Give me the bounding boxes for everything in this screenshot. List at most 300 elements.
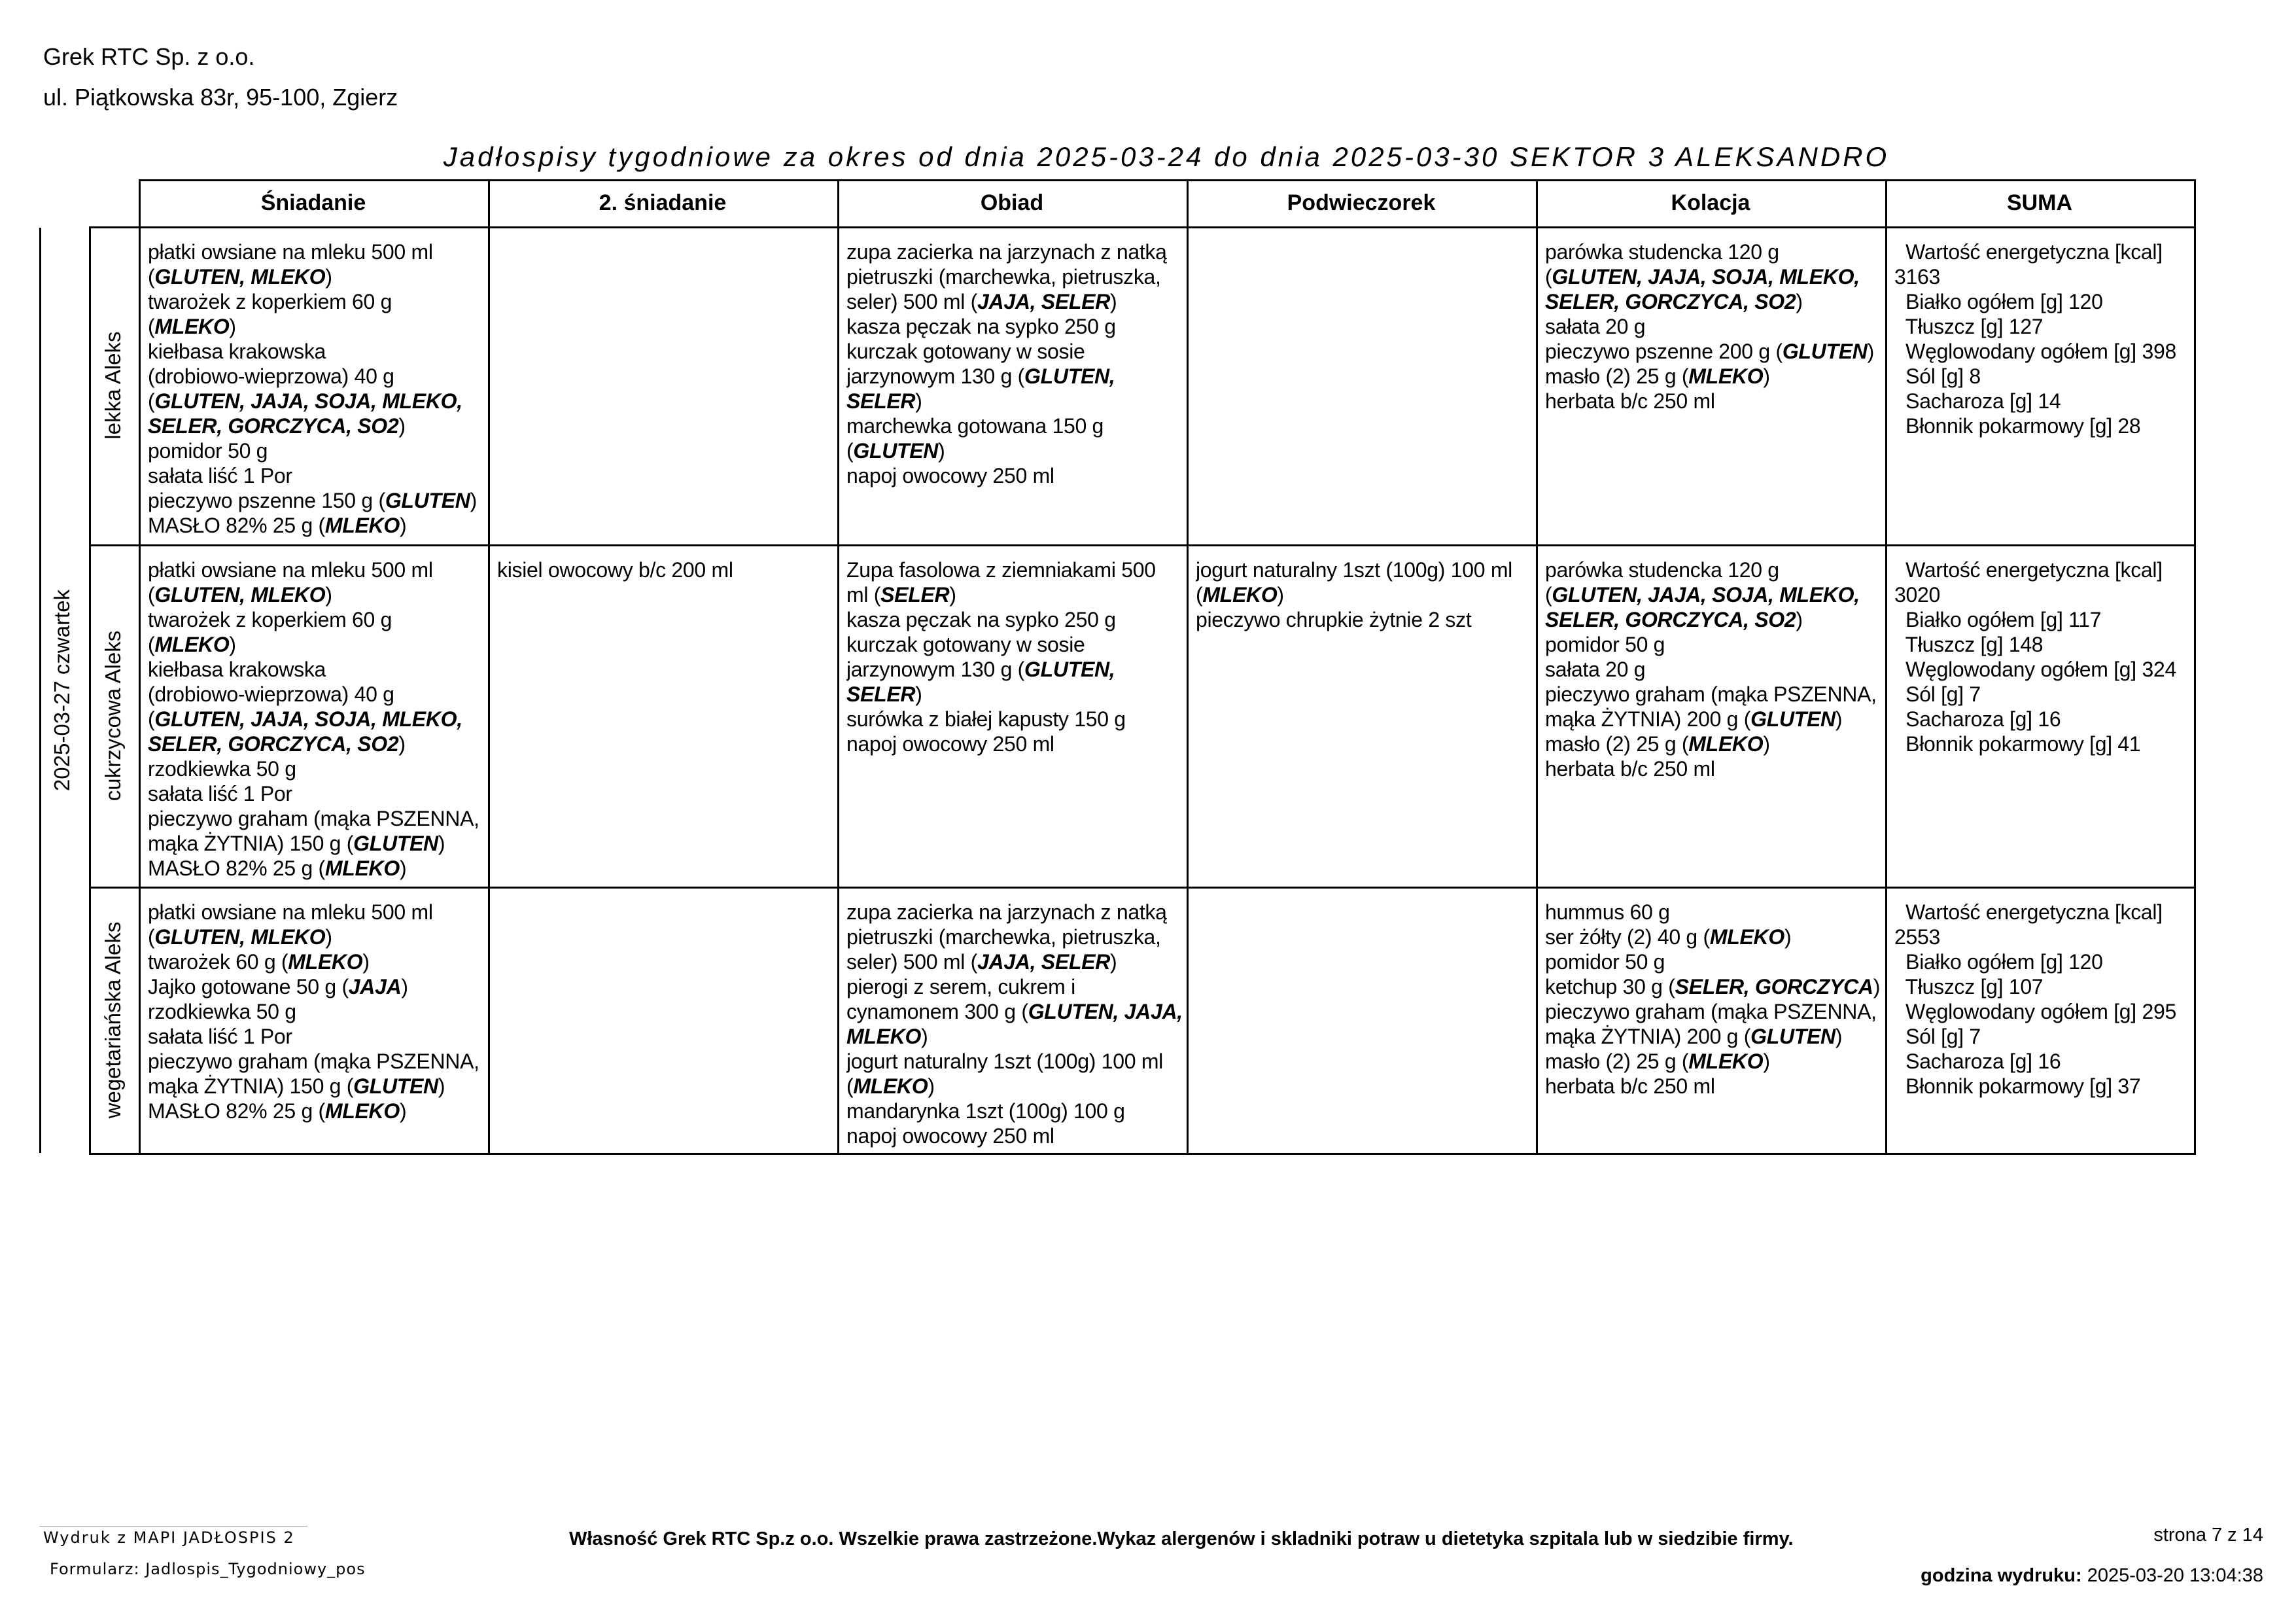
item-text: ) (938, 439, 945, 463)
allergen-text: GLUTEN (385, 489, 470, 512)
meal-item-line (846, 707, 1183, 732)
meal-item-line (148, 513, 484, 538)
meal-item-line (1545, 707, 1881, 732)
meal-item-line (846, 999, 1183, 1024)
item-text: Jajko gotowane 50 g ( (148, 975, 349, 998)
item-text: parówka studencka 120 g (1545, 240, 1779, 264)
allergen-text: GLUTEN (353, 832, 438, 855)
meal-item-line (846, 632, 1183, 657)
item-text: masło (2) 25 g ( (1545, 732, 1689, 756)
meal-item-line (1196, 582, 1532, 607)
item-text: pieczywo chrupkie żytnie 2 szt (1196, 608, 1472, 631)
column-header-snack: Podwieczorek (1287, 190, 1436, 215)
item-text: płatki owsiane na mleku 500 ml (148, 558, 433, 582)
column-header-summary: SUMA (2006, 190, 2073, 215)
allergen-text: JAJA, SELER (977, 290, 1110, 313)
item-text: sałata liść 1 Por (148, 782, 292, 805)
meal-item-line (846, 239, 1183, 264)
meal-item-line (1545, 582, 1881, 607)
item-text: Białko ogółem [g] 120 (1894, 950, 2103, 974)
meal-item-line (148, 414, 484, 438)
item-text: 3020 (1894, 583, 1940, 607)
column-rule (2194, 226, 2196, 1155)
meal-item-line (846, 557, 1183, 582)
item-text: kiełbasa krakowska (148, 658, 326, 681)
column-header-dinner: Kolacja (1671, 190, 1750, 215)
menu-cell-second-breakfast (497, 557, 833, 885)
item-text: zupa zacierka na jarzynach z natką (846, 900, 1167, 924)
item-text: ( (1196, 583, 1203, 607)
meal-item-line (148, 289, 484, 314)
item-text: pieczywo graham (mąka PSZENNA, (148, 1050, 479, 1073)
menu-cell-dinner (1545, 557, 1881, 885)
item-text: marchewka gotowana 150 g (846, 414, 1104, 438)
item-text: ) (438, 1074, 445, 1098)
item-text: ) (1763, 732, 1770, 756)
item-text: Wartość energetyczna [kcal] (1894, 900, 2163, 924)
item-text: ml ( (846, 583, 881, 607)
meal-item-line (148, 463, 484, 488)
menu-cell-breakfast (148, 239, 484, 543)
allergen-text: MLEKO (846, 1025, 922, 1048)
nutrition-line (1894, 1074, 2190, 1099)
nutrition-line (1894, 999, 2190, 1024)
item-text: Węglowodany ogółem [g] 324 (1894, 658, 2176, 681)
meal-item-line (846, 438, 1183, 463)
column-rule (488, 226, 490, 1155)
row-rule (89, 226, 2196, 228)
meal-item-line (148, 607, 484, 632)
allergen-text: GLUTEN, JAJA, SOJA, MLEKO, (154, 707, 462, 731)
meal-item-line (148, 438, 484, 463)
item-text: ) (438, 832, 445, 855)
column-header-lunch: Obiad (980, 190, 1044, 215)
nutrition-line (1894, 557, 2190, 582)
meal-item-line (1545, 289, 1881, 314)
meal-item-line (1545, 657, 1881, 682)
meal-item-line (846, 389, 1183, 414)
item-text: Węglowodany ogółem [g] 398 (1894, 340, 2176, 363)
allergen-text: SELER, GORCZYCA (1675, 975, 1873, 998)
allergen-text: MLEKO (853, 1074, 928, 1098)
item-text: ) (915, 389, 922, 413)
nutrition-line (1894, 414, 2190, 438)
date-column (39, 228, 85, 1153)
item-text: herbata b/c 250 ml (1545, 757, 1715, 781)
item-text: ) (401, 975, 408, 998)
item-text: pieczywo pszenne 200 g ( (1545, 340, 1783, 363)
item-text: sałata 20 g (1545, 315, 1646, 338)
meal-item-line (1545, 364, 1881, 389)
meal-item-line (1545, 1049, 1881, 1074)
meal-item-line (148, 488, 484, 513)
menu-cell-dinner (1545, 900, 1881, 1152)
item-text: Sól [g] 8 (1894, 364, 1981, 388)
item-text: jarzynowym 130 g ( (846, 658, 1025, 681)
meal-item-line (846, 414, 1183, 438)
allergen-text: GLUTEN (853, 439, 939, 463)
menu-cell-summary (1894, 239, 2190, 543)
nutrition-line (1894, 1024, 2190, 1049)
print-time (1921, 1565, 2263, 1587)
item-text: jogurt naturalny 1szt (100g) 100 ml (1196, 558, 1512, 582)
item-text: płatki owsiane na mleku 500 ml (148, 900, 433, 924)
allergen-text: MLEKO (288, 950, 363, 974)
nutrition-line (1894, 364, 2190, 389)
nutrition-line (1894, 925, 2190, 949)
meal-item-line (148, 1074, 484, 1099)
meal-item-line (846, 364, 1183, 389)
item-text: ) (1873, 975, 1881, 998)
nutrition-line (1894, 1049, 2190, 1074)
item-text: Sól [g] 7 (1894, 1025, 1981, 1048)
item-text: twarożek 60 g ( (148, 950, 288, 974)
item-text: kiełbasa krakowska (148, 340, 326, 363)
meal-item-line (1545, 557, 1881, 582)
item-text: ) (1763, 364, 1770, 388)
item-text: jogurt naturalny 1szt (100g) 100 ml (846, 1050, 1163, 1073)
allergen-text: SELER (846, 389, 916, 413)
meal-item-line (1545, 314, 1881, 339)
meal-item-line (148, 364, 484, 389)
item-text: ( (1545, 583, 1552, 607)
item-text: 2553 (1894, 925, 1940, 949)
item-text: (drobiowo-wieprzowa) 40 g (148, 682, 394, 706)
item-text: Sól [g] 7 (1894, 682, 1981, 706)
allergen-text: GLUTEN, JAJA, SOJA, MLEKO, (154, 389, 462, 413)
allergen-text: MLEKO (154, 633, 230, 656)
company-address: ul. Piątkowska 83r, 95-100, Zgierz (43, 84, 398, 111)
column-header-breakfast: Śniadanie (260, 190, 366, 215)
nutrition-line (1894, 582, 2190, 607)
menu-cell-second-breakfast (497, 239, 833, 543)
item-text: ) (949, 583, 956, 607)
item-text: ) (399, 1099, 407, 1123)
menu-cell-snack (1196, 239, 1532, 543)
item-text: ) (928, 1074, 935, 1098)
meal-item-line (1545, 632, 1881, 657)
copyright-notice: Własność Grek RTC Sp.z o.o. Wszelkie prawa zastrzeżone.Wykaz alergenów i skladniki potraw u dietetyka szpitala lub w siedzibie firmy. (569, 1528, 1794, 1549)
item-text: Węglowodany ogółem [g] 295 (1894, 1000, 2176, 1023)
item-text: sałata liść 1 Por (148, 464, 292, 487)
nutrition-line (1894, 607, 2190, 632)
item-text: pieczywo pszenne 150 g ( (148, 489, 385, 512)
allergen-text: MLEKO (1688, 1050, 1764, 1073)
item-text: kurczak gotowany w sosie (846, 340, 1085, 363)
item-text: Błonnik pokarmowy [g] 37 (1894, 1074, 2141, 1098)
diet-label-cell (89, 226, 137, 544)
allergen-text: GLUTEN, (1024, 364, 1115, 388)
meal-item-line (148, 999, 484, 1024)
meal-item-line (1545, 607, 1881, 632)
item-text: ) (325, 583, 332, 607)
allergen-text: GLUTEN (1750, 707, 1835, 731)
allergen-text: JAJA, SELER (977, 950, 1110, 974)
menu-cell-lunch (846, 239, 1183, 543)
item-text: ( (148, 583, 155, 607)
item-text: pomidor 50 g (148, 439, 268, 463)
meal-item-line (846, 264, 1183, 289)
meal-item-line (846, 339, 1183, 364)
item-text: rzodkiewka 50 g (148, 1000, 296, 1023)
menu-cell-lunch (846, 900, 1183, 1152)
item-text: zupa zacierka na jarzynach z natką (846, 240, 1167, 264)
meal-item-line (846, 607, 1183, 632)
menu-cell-lunch (846, 557, 1183, 885)
meal-item-line (846, 925, 1183, 949)
item-text: ) (1110, 950, 1117, 974)
column-rule (1187, 226, 1189, 1155)
item-text: Błonnik pokarmowy [g] 41 (1894, 732, 2141, 756)
item-text: ( (148, 633, 155, 656)
item-text: Wartość energetyczna [kcal] (1894, 240, 2163, 264)
meal-item-line (1545, 949, 1881, 974)
menu-cell-snack (1196, 557, 1532, 885)
item-text: ) (399, 514, 407, 537)
meal-item-line (148, 974, 484, 999)
meal-item-line (148, 707, 484, 732)
item-text: seler) 500 ml ( (846, 290, 978, 313)
item-text: kisiel owocowy b/c 200 ml (497, 558, 733, 582)
allergen-text: MLEKO (324, 1099, 400, 1123)
column-rule (1885, 226, 1887, 1155)
item-text: ) (1277, 583, 1284, 607)
meal-item-line (846, 974, 1183, 999)
meal-item-line (846, 314, 1183, 339)
item-text: Białko ogółem [g] 117 (1894, 608, 2102, 631)
item-text: jarzynowym 130 g ( (846, 364, 1025, 388)
page-number: strona 7 z 14 (2153, 1525, 2263, 1545)
item-text: masło (2) 25 g ( (1545, 1050, 1689, 1073)
nutrition-line (1894, 632, 2190, 657)
meal-item-line (846, 900, 1183, 925)
row-rule (89, 887, 2196, 889)
item-text: ( (148, 315, 155, 338)
allergen-text: JAJA (348, 975, 402, 998)
meal-item-line (148, 900, 484, 925)
meal-item-line (846, 1074, 1183, 1099)
meal-item-line (148, 582, 484, 607)
form-name: Formularz: Jadlospis_Tygodniowy_pos (50, 1560, 366, 1578)
item-text: ( (846, 1074, 854, 1098)
item-text: mandarynka 1szt (100g) 100 g (846, 1099, 1125, 1123)
allergen-text: SELER, GORCZYCA, SO2 (148, 414, 399, 438)
allergen-text: GLUTEN, MLEKO (154, 925, 326, 949)
item-text: pomidor 50 g (1545, 950, 1665, 974)
nutrition-line (1894, 949, 2190, 974)
item-text: pieczywo graham (mąka PSZENNA, (1545, 682, 1877, 706)
item-text: Sacharoza [g] 16 (1894, 707, 2061, 731)
item-text: pietruszki (marchewka, pietruszka, (846, 265, 1161, 289)
allergen-text: GLUTEN, JAJA, SOJA, MLEKO, (1552, 265, 1860, 289)
meal-item-line (846, 1099, 1183, 1123)
meal-item-line (497, 557, 833, 582)
item-text: ) (325, 265, 332, 289)
meal-item-line (148, 781, 484, 806)
menu-cell-breakfast (148, 557, 484, 885)
allergen-text: GLUTEN, JAJA, (1028, 1000, 1183, 1023)
meal-item-line (846, 657, 1183, 682)
item-text: ) (1110, 290, 1117, 313)
meal-item-line (846, 1024, 1183, 1049)
meal-item-line (148, 1049, 484, 1074)
item-text: Tłuszcz [g] 148 (1894, 633, 2044, 656)
meal-item-line (846, 463, 1183, 488)
item-text: ) (470, 489, 477, 512)
meal-item-line (148, 949, 484, 974)
item-text: sałata liść 1 Por (148, 1025, 292, 1048)
item-text: napoj owocowy 250 ml (846, 1124, 1054, 1148)
nutrition-line (1894, 707, 2190, 732)
item-text: twarożek z koperkiem 60 g (148, 290, 392, 313)
nutrition-line (1894, 289, 2190, 314)
menu-cell-breakfast (148, 900, 484, 1152)
row-rule (89, 544, 2196, 546)
item-text: pieczywo graham (mąka PSZENNA, (148, 807, 479, 830)
item-text: ( (148, 925, 155, 949)
nutrition-line (1894, 682, 2190, 707)
meal-item-line (148, 732, 484, 756)
item-text: napoj owocowy 250 ml (846, 732, 1054, 756)
menu-cell-summary (1894, 900, 2190, 1152)
item-text: Białko ogółem [g] 120 (1894, 290, 2103, 313)
item-text: seler) 500 ml ( (846, 950, 978, 974)
header-column-rule (2194, 179, 2196, 226)
date-label: 2025-03-27 czwartek (50, 589, 74, 792)
item-text: pomidor 50 g (1545, 633, 1665, 656)
diet-label-cell (89, 887, 137, 1153)
item-text: kasza pęczak na sypko 250 g (846, 315, 1116, 338)
item-text: MASŁO 82% 25 g ( (148, 856, 325, 880)
nutrition-line (1894, 657, 2190, 682)
item-text: ( (148, 707, 155, 731)
item-text: ) (362, 950, 370, 974)
meal-item-line (1545, 264, 1881, 289)
item-text: ) (1867, 340, 1874, 363)
allergen-text: SELER (846, 682, 916, 706)
meal-item-line (1196, 607, 1532, 632)
nutrition-line (1894, 314, 2190, 339)
company-name: Grek RTC Sp. z o.o. (43, 43, 255, 70)
item-text: MASŁO 82% 25 g ( (148, 1099, 325, 1123)
item-text: ketchup 30 g ( (1545, 975, 1675, 998)
meal-item-line (1545, 925, 1881, 949)
allergen-text: SELER, GORCZYCA, SO2 (1545, 290, 1796, 313)
allergen-text: SELER, GORCZYCA, SO2 (1545, 608, 1796, 631)
item-text: pierogi z serem, cukrem i (846, 975, 1075, 998)
column-rule (139, 226, 141, 1155)
item-text: cynamonem 300 g ( (846, 1000, 1028, 1023)
item-text: twarożek z koperkiem 60 g (148, 608, 392, 631)
print-time-value: 2025-03-20 13:04:38 (2087, 1565, 2263, 1586)
item-text: ) (1784, 925, 1792, 949)
item-text: Błonnik pokarmowy [g] 28 (1894, 414, 2141, 438)
item-text: ) (1835, 1025, 1843, 1048)
item-text: ) (398, 414, 406, 438)
meal-item-line (846, 289, 1183, 314)
meal-item-line (148, 632, 484, 657)
diet-label-cell (89, 544, 137, 887)
item-text: Tłuszcz [g] 127 (1894, 315, 2044, 338)
allergen-text: GLUTEN, (1024, 658, 1115, 681)
item-text: 3163 (1894, 265, 1940, 289)
item-text: masło (2) 25 g ( (1545, 364, 1689, 388)
meal-item-line (846, 1049, 1183, 1074)
meal-item-line (1545, 900, 1881, 925)
column-rule (837, 226, 839, 1155)
item-text: ) (325, 925, 332, 949)
diet-label: wegetariańska Aleks (101, 921, 125, 1118)
item-text: Tłuszcz [g] 107 (1894, 975, 2044, 998)
item-text: ) (229, 315, 236, 338)
item-text: ( (846, 439, 854, 463)
nutrition-line (1894, 339, 2190, 364)
meal-item-line (846, 682, 1183, 707)
meal-item-line (148, 756, 484, 781)
allergen-text: GLUTEN, MLEKO (154, 583, 326, 607)
item-text: Wartość energetyczna [kcal] (1894, 558, 2163, 582)
item-text: ) (1796, 290, 1803, 313)
meal-item-line (846, 1123, 1183, 1148)
item-text: ) (1763, 1050, 1770, 1073)
meal-item-line (148, 264, 484, 289)
item-text: ( (148, 389, 155, 413)
allergen-text: SELER, GORCZYCA, SO2 (148, 732, 399, 756)
meal-item-line (148, 806, 484, 831)
item-text: ) (398, 732, 406, 756)
column-rule (1536, 226, 1538, 1155)
item-text: sałata 20 g (1545, 658, 1646, 681)
item-text: mąka ŻYTNIA) 150 g ( (148, 832, 354, 855)
item-text: ) (921, 1025, 928, 1048)
meal-item-line (1545, 239, 1881, 264)
column-header-second-breakfast: 2. śniadanie (599, 190, 727, 215)
item-text: ) (229, 633, 236, 656)
footer-rule (39, 1526, 307, 1527)
menu-cell-snack (1196, 900, 1532, 1152)
item-text: Zupa fasolowa z ziemniakami 500 (846, 558, 1156, 582)
item-text: kasza pęczak na sypko 250 g (846, 608, 1116, 631)
meal-item-line (148, 239, 484, 264)
meal-item-line (148, 831, 484, 856)
menu-cell-dinner (1545, 239, 1881, 543)
meal-item-line (1545, 389, 1881, 414)
meal-item-line (148, 339, 484, 364)
meal-item-line (846, 949, 1183, 974)
item-text: rzodkiewka 50 g (148, 757, 296, 781)
allergen-text: MLEKO (324, 514, 400, 537)
row-rule (89, 1153, 2196, 1155)
meal-item-line (148, 557, 484, 582)
meal-item-line (148, 925, 484, 949)
meal-item-line (1545, 1024, 1881, 1049)
meal-item-line (1545, 682, 1881, 707)
item-text: herbata b/c 250 ml (1545, 1074, 1715, 1098)
meal-item-line (148, 389, 484, 414)
allergen-text: GLUTEN, JAJA, SOJA, MLEKO, (1552, 583, 1860, 607)
meal-item-line (148, 682, 484, 707)
item-text: pietruszki (marchewka, pietruszka, (846, 925, 1161, 949)
item-text: surówka z białej kapusty 150 g (846, 707, 1126, 731)
allergen-text: GLUTEN (353, 1074, 438, 1098)
meal-item-line (846, 732, 1183, 756)
item-text: ser żółty (2) 40 g ( (1545, 925, 1710, 949)
allergen-text: MLEKO (1688, 732, 1764, 756)
meal-item-line (1545, 732, 1881, 756)
nutrition-line (1894, 732, 2190, 756)
item-text: płatki owsiane na mleku 500 ml (148, 240, 433, 264)
item-text: ) (1835, 707, 1843, 731)
